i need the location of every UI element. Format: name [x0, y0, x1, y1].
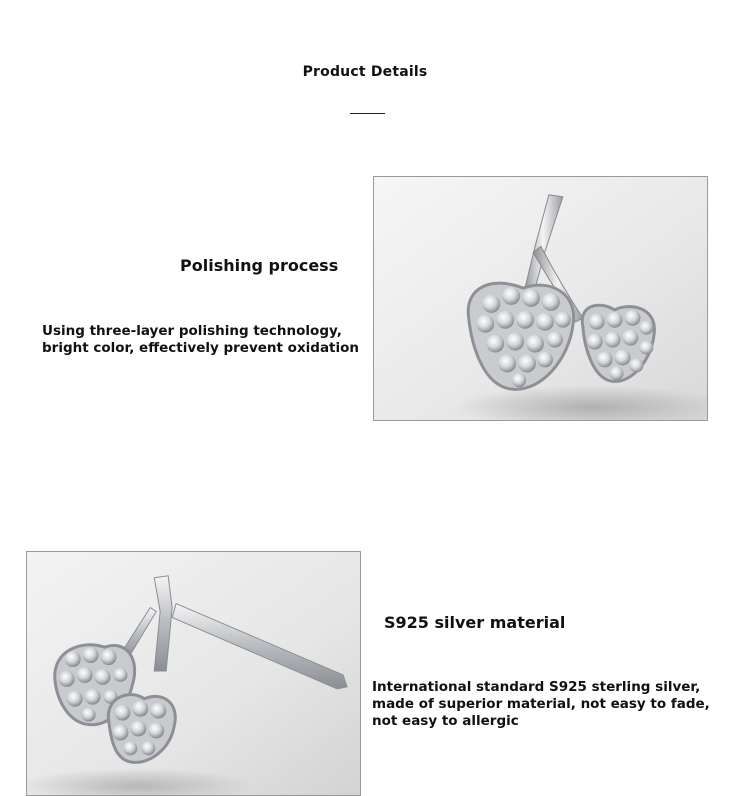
earring-photo-front [373, 176, 708, 421]
section-description-material: International standard S925 sterling silver, made of superior material, not easy to fade, not easy to allergic [372, 679, 710, 729]
earring-side-illustration [27, 552, 360, 795]
section-heading-polishing: Polishing process [180, 256, 339, 275]
earring-photo-side [26, 551, 361, 796]
section-heading-material: S925 silver material [384, 613, 566, 632]
page-title: Product Details [302, 64, 428, 80]
title-divider [350, 113, 385, 114]
earring-front-illustration [374, 177, 707, 420]
section-description-polishing: Using three-layer polishing technology, bright color, effectively prevent oxidation [42, 323, 360, 356]
